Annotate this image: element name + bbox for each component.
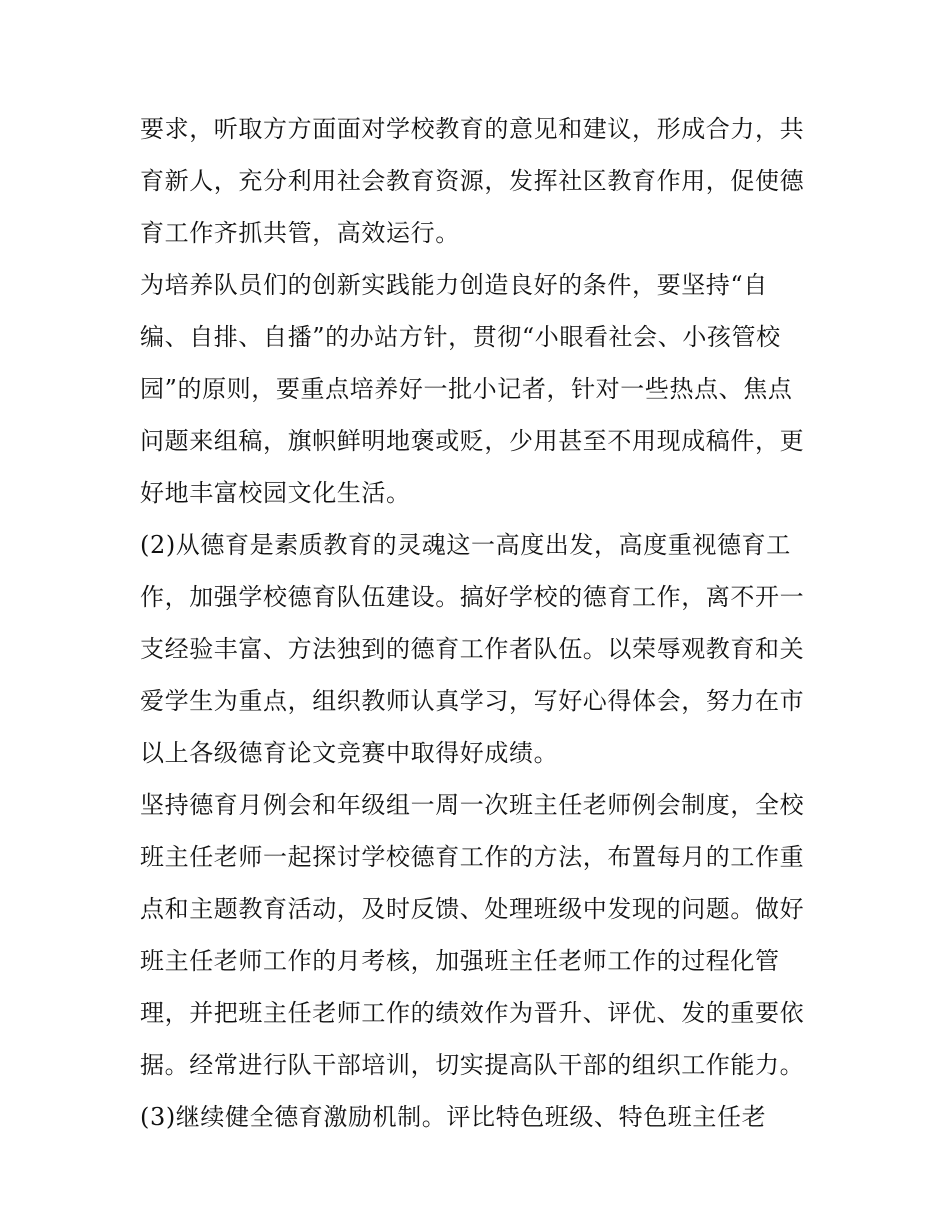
document-body xyxy=(140,103,820,1143)
text-line: 问题来组稿，旗帜鲜明地褒或贬，少用甚至不用现成稿件，更 xyxy=(140,427,805,455)
text-line: 理，并把班主任老师工作的绩效作为晋升、评优、发的重要依 xyxy=(140,999,805,1027)
text-line: 为培养队员们的创新实践能力创造良好的条件，要坚持“自 xyxy=(140,271,768,299)
text-line: 育工作齐抓共管，高效运行。 xyxy=(140,219,460,247)
text-line: 班主任老师一起探讨学校德育工作的方法，布置每月的工作重 xyxy=(140,843,805,871)
text-line: (3)继续健全德育激励机制。评比特色班级、特色班主任老 xyxy=(140,1103,767,1131)
text-line: 编、自排、自播”的办站方针，贯彻“小眼看社会、小孩管校 xyxy=(140,323,781,351)
text-line: 以上各级德育论文竞赛中取得好成绩。 xyxy=(140,739,559,767)
text-line: 要求，听取方方面面对学校教育的意见和建议，形成合力，共 xyxy=(140,115,805,143)
text-line: 班主任老师工作的月考核，加强班主任老师工作的过程化管 xyxy=(140,947,780,975)
text-line: 支经验丰富、方法独到的德育工作者队伍。以荣辱观教育和关 xyxy=(140,635,805,663)
text-line: (2)从德育是素质教育的灵魂这一高度出发，高度重视德育工 xyxy=(140,531,791,559)
text-line: 爱学生为重点，组织教师认真学习，写好心得体会，努力在市 xyxy=(140,687,805,715)
text-line: 据。经常进行队干部培训，切实提高队干部的组织工作能力。 xyxy=(140,1051,805,1079)
text-line: 坚持德育月例会和年级组一周一次班主任老师例会制度，全校 xyxy=(140,791,805,819)
text-line: 好地丰富校园文化生活。 xyxy=(140,479,411,507)
text-line: 点和主题教育活动，及时反馈、处理班级中发现的问题。做好 xyxy=(140,895,805,923)
text-line: 作，加强学校德育队伍建设。搞好学校的德育工作，离不开一 xyxy=(140,583,805,611)
text-line: 育新人，充分利用社会教育资源，发挥社区教育作用，促使德 xyxy=(140,167,805,195)
text-line: 园”的原则，要重点培养好一批小记者，针对一些热点、焦点 xyxy=(140,375,793,403)
